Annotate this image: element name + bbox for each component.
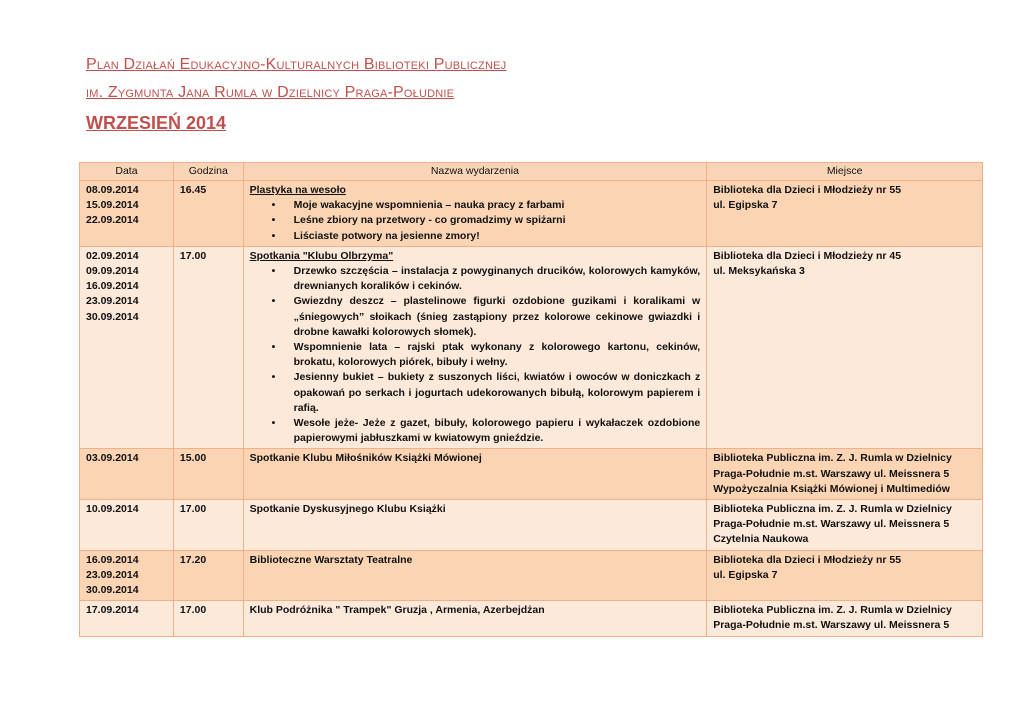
event-title: Spotkanie Klubu Miłośników Książki Mówionej <box>249 452 482 465</box>
place-line: Biblioteka dla Dzieci i Młodzieży nr 55 <box>713 553 902 566</box>
place-cell <box>707 449 983 500</box>
event-cell <box>243 500 707 551</box>
event-bullet: • Leśne zbiory na przetwory - co gromadzimy w spiżarni <box>294 213 701 228</box>
heading-line-2: im. Zygmunta Jana Rumla w Dzielnicy Praga-Południe <box>86 84 455 101</box>
place-line: Biblioteka Publiczna im. Z. J. Rumla w Dzielnicy <box>713 452 952 465</box>
event-bullet: • Wspomnienie lata – rajski ptak wykonany z kolorowego kartonu, cekinów, brokatu, kolorowych piórek, bibuły i wełny. <box>294 340 701 370</box>
event-title: Spotkania "Klubu Olbrzyma" <box>249 249 394 262</box>
place-cell <box>707 601 983 636</box>
date-value: 15.09.2014 <box>86 199 139 212</box>
header-date: Data <box>80 163 174 181</box>
event-title: Spotkanie Dyskusyjnego Klubu Książki <box>249 503 446 516</box>
place-cell <box>707 550 983 601</box>
date-value: 10.09.2014 <box>86 503 139 516</box>
date-value: 09.09.2014 <box>86 265 139 278</box>
place-line: Praga-Południe m.st. Warszawy ul. Meissnera 5 <box>713 518 950 531</box>
table-row <box>80 500 983 551</box>
table-row <box>80 449 983 500</box>
date-value: 17.09.2014 <box>86 604 139 617</box>
event-bullet: • Drzewko szczęścia – instalacja z powyginanych drucików, kolorowych kamyków, drewnianych koralików i cekinów. <box>294 264 701 294</box>
event-title: Plastyka na wesoło <box>249 184 346 196</box>
header-place: Miejsce <box>707 163 983 181</box>
place-line: ul. Egipska 7 <box>713 199 778 212</box>
place-cell <box>707 246 983 449</box>
table-row <box>80 246 983 449</box>
date-cell <box>80 500 174 551</box>
date-cell <box>80 246 174 449</box>
event-title: Biblioteczne Warsztaty Teatralne <box>249 553 413 566</box>
date-value: 16.09.2014 <box>86 280 139 293</box>
table-row <box>80 550 983 601</box>
time-cell: 15.00 <box>173 449 243 500</box>
document-heading <box>86 54 986 134</box>
date-cell <box>80 601 174 636</box>
date-value: 30.09.2014 <box>86 310 139 323</box>
place-line: Biblioteka Publiczna im. Z. J. Rumla w Dzielnicy <box>713 604 952 617</box>
time-cell: 17.00 <box>173 246 243 449</box>
heading-month: WRZESIEŃ 2014 <box>86 113 227 133</box>
event-cell <box>243 246 707 449</box>
time-cell: 16.45 <box>173 181 243 247</box>
date-cell <box>80 181 174 247</box>
event-cell <box>243 449 707 500</box>
events-table <box>79 162 983 637</box>
date-value: 22.09.2014 <box>86 214 139 227</box>
event-bullet: • Liściaste potwory na jesienne zmory! <box>294 229 701 244</box>
event-bullet: • Moje wakacyjne wspomnienia – nauka pracy z farbami <box>294 198 701 213</box>
event-bullet-list <box>250 264 701 446</box>
place-line: Biblioteka dla Dzieci i Młodzieży nr 45 <box>713 249 902 262</box>
time-cell: 17.00 <box>173 500 243 551</box>
event-cell <box>243 181 707 247</box>
event-bullet: • Wesołe jeże- Jeże z gazet, bibuły, kolorowego papieru i wykałaczek ozdobione papierowymi jabłuszkami w kwiatowym gnieździe. <box>294 416 701 446</box>
date-value: 02.09.2014 <box>86 249 139 262</box>
place-line: Praga-Południe m.st. Warszawy ul. Meissnera 5 <box>713 619 950 632</box>
heading-line-1: Plan Działań Edukacyjno-Kulturalnych Biblioteki Publicznej <box>86 56 507 73</box>
time-cell: 17.00 <box>173 601 243 636</box>
header-time: Godzina <box>173 163 243 181</box>
date-value: 23.09.2014 <box>86 568 139 581</box>
date-cell <box>80 550 174 601</box>
event-cell <box>243 601 707 636</box>
place-line: ul. Meksykańska 3 <box>713 265 805 278</box>
table-row <box>80 181 983 247</box>
date-value: 03.09.2014 <box>86 452 139 465</box>
date-value: 23.09.2014 <box>86 295 139 308</box>
event-bullet: • Gwiezdny deszcz – plastelinowe figurki ozdobione guzikami i koralikami w „śniegowych” słoikach (śnieg zastąpiony przez kolorowe cekinowe gwiazdki i drobne kawałki kolorowych słomek). <box>294 294 701 340</box>
date-value: 08.09.2014 <box>86 184 139 196</box>
date-value: 16.09.2014 <box>86 553 139 566</box>
place-cell <box>707 500 983 551</box>
table-header-row <box>80 163 983 181</box>
place-cell <box>707 181 983 247</box>
date-cell <box>80 449 174 500</box>
place-line: Wypożyczalnia Książki Mówionej i Multimediów <box>713 482 950 495</box>
place-line: Praga-Południe m.st. Warszawy ul. Meissnera 5 <box>713 467 950 480</box>
place-line: Czytelnia Naukowa <box>713 533 809 546</box>
event-bullet-list <box>250 198 701 244</box>
place-line: Biblioteka dla Dzieci i Młodzieży nr 55 <box>713 184 902 196</box>
event-cell <box>243 550 707 601</box>
place-line: Biblioteka Publiczna im. Z. J. Rumla w Dzielnicy <box>713 503 952 516</box>
event-title: Klub Podróżnika " Trampek" Gruzja , Armenia, Azerbejdżan <box>249 604 545 617</box>
table-row <box>80 601 983 636</box>
event-bullet: • Jesienny bukiet – bukiety z suszonych liści, kwiatów i owoców w doniczkach z opakowań po serkach i jogurtach udekorowanych bibułą, kolorowym papierem i rafią. <box>294 370 701 416</box>
header-event: Nazwa wydarzenia <box>243 163 707 181</box>
time-cell: 17.20 <box>173 550 243 601</box>
place-line: ul. Egipska 7 <box>713 568 778 581</box>
date-value: 30.09.2014 <box>86 584 139 597</box>
